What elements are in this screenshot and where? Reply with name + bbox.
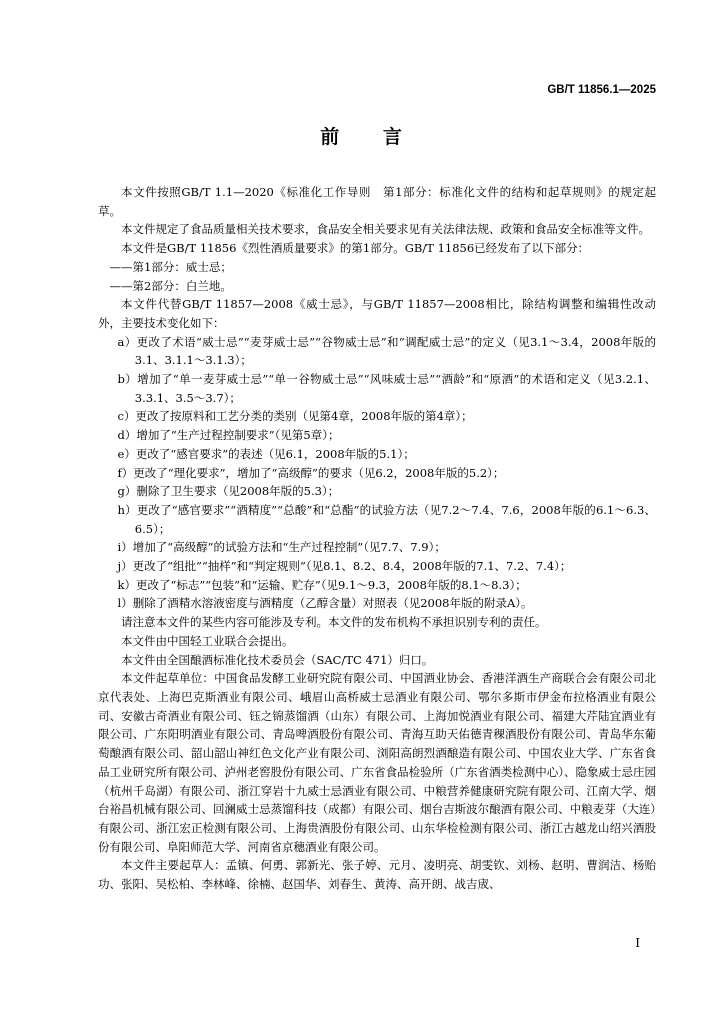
document-body bbox=[98, 183, 656, 894]
change-item: c）更改了按原料和工艺分类的类别（见第4章，2008年版的第4章）； bbox=[117, 409, 473, 424]
drafting-units: 本文件起草单位：中国食品发酵工业研究院有限公司、中国酒业协会、香港洋酒生产商联合会有限公司北京代表处、上海巴克斯酒业有限公司、峨眉山高桥威士忌酒业有限公司、鄂尔多斯市伊金布拉格酒业有限公司、安徽古奇酒业有限公司、钰之锦蒸馏酒（山东）有限公司、上海加悦酒业有限公司、福建大芹陆宜酒业有限公司、广东阳明酒业有限公司、青岛啤酒股份有限公司、青海互助天佑德青稞酒股份有限公司、青岛华东葡萄酿酒有限公司、韶山韶山神红色文化产业有限公司、浏阳高朗烈酒酿造有限公司、中国农业大学、广东省食品工业研究所有限公司、泸州老窖股份有限公司、广东省食品检验所（广东省酒类检测中心）、隐象威士忌庄园（杭州千岛湖）有限公司、浙江穿岩十九威士忌酒业有限公司、中粮营养健康研究院有限公司、江南大学、烟台裕昌机械有限公司、回澜威士忌蒸馏科技（成都）有限公司、烟台吉斯波尔酿酒有限公司、中粮麦芽（大连）有限公司、浙江宏正检测有限公司、上海贵酒股份有限公司、山东华检检测有限公司、浙江古越龙山绍兴酒股份有限公司、阜阳师范大学、河南省京穗酒业有限公司。 bbox=[98, 671, 656, 854]
paragraph-replace: 本文件代替GB/T 11857—2008《威士忌》，与GB/T 11857—2008相比，除结构调整和编辑性改动外，主要技术变化如下： bbox=[98, 297, 656, 330]
patent-notice: 请注意本文件的某些内容可能涉及专利。本文件的发布机构不承担识别专利的责任。 bbox=[121, 615, 547, 630]
change-item: g）删除了卫生要求（见2008年版的5.3）； bbox=[117, 484, 340, 499]
drafters: 本文件主要起草人：孟镇、何勇、郭新光、张子婷、元月、凌明亮、胡雯钦、刘杨、赵明、曹润洁、杨贻功、张阳、吴松柏、李林峰、徐楠、赵国华、刘春生、黄涛、高开朗、战吉宬、 bbox=[98, 858, 656, 892]
part-item: ——第2部分：白兰地。 bbox=[109, 278, 232, 293]
change-item: f）更改了“理化要求”，增加了“高级醇”的要求（见6.2，2008年版的5.2）； bbox=[117, 465, 505, 480]
standard-number: GB/T 11856.1—2025 bbox=[547, 84, 656, 96]
change-item: l）删除了酒精水溶液密度与酒精度（乙醇含量）对照表（见2008年版的附录A）。 bbox=[117, 596, 533, 611]
change-item: d）增加了“生产过程控制要求”（见第5章）； bbox=[117, 428, 340, 443]
change-item: b）增加了“单一麦芽威士忌”“单一谷物威士忌”“风味威士忌”“酒龄”和“原酒”的术语和定义（见3.2.1、3.3.1、3.5～3.7）； bbox=[117, 372, 656, 405]
page-title: 前 言 bbox=[320, 126, 404, 148]
paragraph-scope: 本文件规定了食品质量相关技术要求，食品安全相关要求见有关法律法规、政策和食品安全标准等文件。 bbox=[121, 222, 650, 237]
change-item: h）更改了“感官要求”“酒精度”“总酸”和“总酯”的试验方法（见7.2～7.4、7.6，2008年版的6.1～6.3、6.5）； bbox=[117, 502, 656, 536]
change-item: e）更改了“感官要求”的表述（见6.1，2008年版的5.1）； bbox=[117, 446, 415, 461]
change-item: j）更改了“组批”“抽样”和“判定规则”（见8.1、8.2、8.4，2008年版的7.1、7.2、7.4）； bbox=[117, 559, 572, 574]
paragraph-series: 本文件是GB/T 11856《烈性酒质量要求》的第1部分。GB/T 11856已经发布了以下部分： bbox=[121, 241, 590, 256]
paragraph-basis: 本文件按照GB/T 1.1—2020《标准化工作导则 第1部分：标准化文件的结构和起草规则》的规定起草。 bbox=[98, 185, 656, 218]
page-number: I bbox=[635, 936, 640, 950]
change-item: k）更改了“标志”“包装”和“运输、贮存”（见9.1～9.3，2008年版的8.1～8.3）； bbox=[117, 577, 527, 592]
change-item: a）更改了术语“威士忌”“麦芽威士忌”“谷物威士忌”和“调配威士忌”的定义（见3.1～3.4，2008年版的3.1、3.1.1～3.1.3）； bbox=[117, 334, 656, 368]
committee: 本文件由全国酿酒标准化技术委员会（SAC/TC 471）归口。 bbox=[121, 652, 434, 667]
change-item: i）增加了“高级醇”的试验方法和“生产过程控制”（见7.7、7.9）； bbox=[117, 540, 446, 555]
proposer: 本文件由中国轻工业联合会提出。 bbox=[121, 633, 294, 648]
part-item: ——第1部分：威士忌； bbox=[109, 259, 232, 274]
